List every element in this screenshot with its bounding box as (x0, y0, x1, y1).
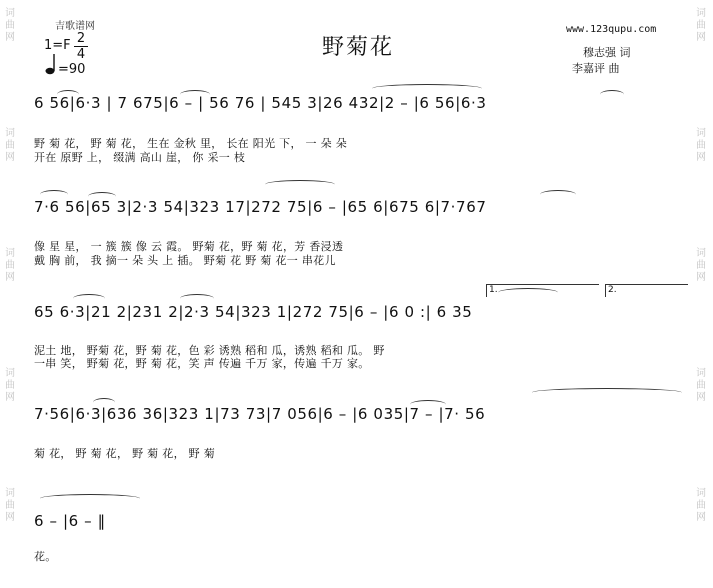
watermark-char: 网 (5, 512, 15, 523)
watermark-right (689, 0, 713, 588)
slur (93, 398, 115, 407)
watermark-char: 网 (696, 152, 706, 163)
watermark-char: 词 (5, 8, 15, 19)
watermark-char: 曲 (5, 500, 15, 511)
lyric-line-3a: 泥土 地， 野菊 花，野 菊 花，色 彩 诱熟 稻和 瓜，诱熟 稻和 瓜。 野 (34, 344, 385, 357)
song-title: 野菊花 (322, 35, 395, 60)
watermark-char: 词 (5, 368, 15, 379)
watermark-char: 网 (696, 32, 706, 43)
slur (600, 90, 624, 99)
music-line-3: 65 6·3|21 2|231 2|2·3 54|323 1|272 75|6 – |6 0 :| 6 35 (34, 303, 473, 321)
lyric-line-5: 花。 (34, 550, 57, 563)
slur (532, 388, 682, 397)
lyric-line-2b: 戴 胸 前， 我 摘一 朵 头 上 插。 野菊 花 野 菊 花一 串花儿 (34, 254, 336, 267)
slur (40, 494, 140, 503)
watermark-char: 词 (696, 128, 706, 139)
watermark-char: 网 (5, 392, 15, 403)
watermark-char: 词 (5, 248, 15, 259)
slur (88, 192, 116, 201)
slur (40, 190, 68, 199)
watermark-char: 网 (5, 32, 15, 43)
watermark-char: 曲 (696, 20, 706, 31)
lyric-line-2a: 像 星 星， 一 簇 簇 像 云 霞。 野菊 花，野 菊 花，芳 香浸透 (34, 240, 344, 253)
music-line-5: 6 – |6 – ‖ (34, 512, 106, 530)
watermark-char: 词 (696, 488, 706, 499)
slur (180, 294, 214, 303)
watermark-char: 网 (696, 272, 706, 283)
music-line-1: 6 56|6·3 | 7 675|6 – | 56 76 | 545 3|26 432|2 – |6 56|6·3 (34, 94, 487, 112)
watermark-char: 网 (696, 512, 706, 523)
volta-first-ending: 1. (486, 284, 599, 297)
slur (73, 294, 105, 303)
lyric-line-1a: 野 菊 花， 野 菊 花， 生在 金秋 里， 长在 阳光 下， 一 朵 朵 (34, 137, 348, 150)
time-denominator: 4 (76, 47, 86, 62)
watermark-char: 词 (5, 488, 15, 499)
watermark-char: 网 (696, 392, 706, 403)
watermark-char: 词 (696, 8, 706, 19)
watermark-char: 曲 (5, 260, 15, 271)
slur (265, 180, 335, 189)
watermark-char: 词 (696, 368, 706, 379)
lyric-line-1b: 开在 原野 上， 缀满 高山 崖， 你 采一 枝 (34, 151, 246, 164)
site-url: www.123qupu.com (566, 24, 657, 35)
volta-second-ending: 2. (605, 284, 688, 297)
watermark-char: 词 (5, 128, 15, 139)
slur (540, 190, 576, 199)
watermark-char: 曲 (5, 20, 15, 31)
slur (498, 288, 558, 297)
music-line-2: 7·6 56|65 3|2·3 54|323 17|272 75|6 – |65 6|675 6|7·767 (34, 198, 487, 216)
watermark-char: 曲 (696, 140, 706, 151)
music-line-4: 7·56|6·3|636 36|323 1|73 73|7 056|6 – |6 035|7 – |7· 56 (34, 405, 486, 423)
watermark-char: 曲 (696, 260, 706, 271)
key-signature: 1=F (44, 38, 71, 53)
watermark-char: 曲 (5, 140, 15, 151)
slur (180, 90, 210, 99)
watermark-left (0, 0, 24, 588)
watermark-char: 曲 (696, 500, 706, 511)
quarter-note-icon (45, 52, 57, 76)
time-numerator: 2 (76, 31, 86, 46)
watermark-char: 曲 (696, 380, 706, 391)
lyricist-credit: 穆志强 词 (583, 46, 631, 59)
slur (410, 400, 446, 409)
slur (57, 90, 79, 99)
site-name-top: 吉歌谱网 (55, 21, 95, 32)
slur (372, 84, 482, 93)
tempo-marking: =90 (58, 62, 86, 77)
watermark-char: 网 (5, 272, 15, 283)
lyric-line-4: 菊 花， 野 菊 花， 野 菊 花， 野 菊 (34, 447, 216, 460)
watermark-char: 曲 (5, 380, 15, 391)
lyric-line-3b: 一串 笑， 野菊 花，野 菊 花，笑 声 传遍 千万 家，传遍 千万 家。 (34, 357, 370, 370)
time-signature (74, 32, 88, 61)
composer-credit: 李嘉评 曲 (572, 62, 620, 75)
watermark-char: 词 (696, 248, 706, 259)
watermark-char: 网 (5, 152, 15, 163)
